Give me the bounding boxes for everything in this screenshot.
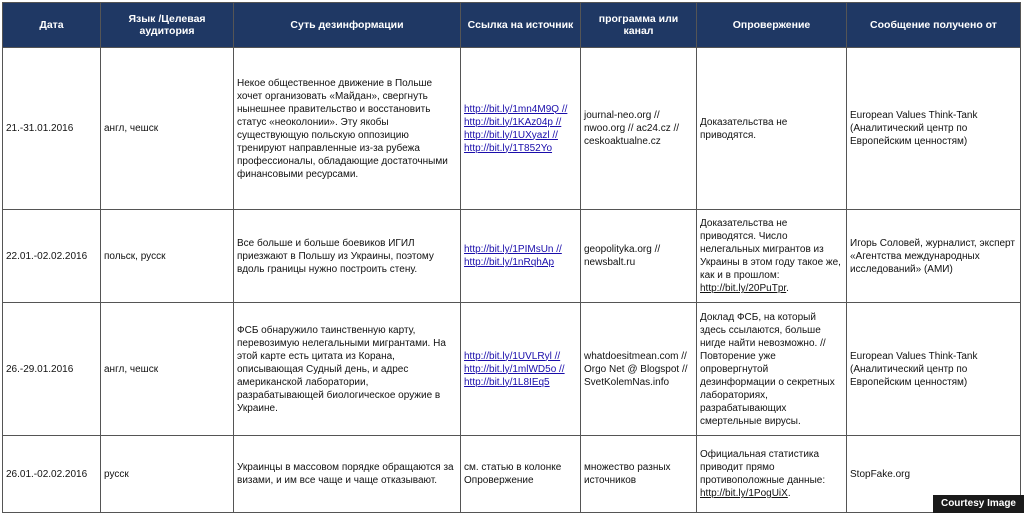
source-link[interactable]: http://bit.ly/1mn4M9Q // (464, 103, 568, 115)
source-link[interactable]: http://bit.ly/1L8IEq5 (464, 376, 550, 388)
table-row (3, 48, 1021, 210)
source-link[interactable]: http://bit.ly/1nRqhAp (464, 257, 555, 268)
date-cell: 26.01.-02.02.2016 (3, 436, 101, 513)
language-cell: польск, русск (101, 210, 234, 303)
refutation-link[interactable]: http://bit.ly/20PuTpr (700, 283, 787, 294)
received-from-cell: European Values Think-Tank (Аналитический центр по Европейским ценностям) (847, 48, 1021, 210)
refutation-cell: Доказательства не приводятся. (697, 48, 847, 210)
header-channel: программа или канал (581, 3, 697, 48)
essence-cell: Украинцы в массовом порядке обращаются за визами, и им все чаще и чаще отказывают. (234, 436, 461, 513)
language-cell: англ, чешск (101, 303, 234, 436)
source-link[interactable]: http://bit.ly/1UXyazl // (464, 129, 558, 141)
links-cell (461, 48, 581, 210)
refutation-cell (697, 436, 847, 513)
source-link[interactable]: http://bit.ly/1KAz04p // (464, 116, 562, 128)
source-link[interactable]: http://bit.ly/1PIMsUn // (464, 244, 562, 255)
date-cell: 26.-29.01.2016 (3, 303, 101, 436)
table-row (3, 303, 1021, 436)
received-from-cell: StopFake.org (847, 436, 1021, 513)
date-cell: 21.-31.01.2016 (3, 48, 101, 210)
essence-cell: ФСБ обнаружило таинственную карту, перевозимую нелегальными мигрантами. На этой карте есть цитата из Корана, описывающая Судный день, и адрес американской лаборатории, разрабатывающей биологическое оружие в Украине. (234, 303, 461, 436)
refutation-link[interactable]: http://bit.ly/1PogUiX (700, 488, 788, 499)
channel-cell: journal-neo.org // nwoo.org // ac24.cz // ceskoaktualne.cz (581, 48, 697, 210)
language-cell: русск (101, 436, 234, 513)
refutation-text: Доказательства не приводятся. Число нелегальных мигрантов из Украины в этом году такое же, как и в прошлом: (700, 218, 841, 281)
links-cell: см. статью в колонке Опровержение (461, 436, 581, 513)
essence-cell: Некое общественное движение в Польше хочет организовать «Майдан», свергнуть нынешнее правительство и восстановить статус «неоколонии». Эту якобы существующую польскую оппозицию тренируют направленные из-за рубежа профессионалы, обладающие достаточными финансовыми ресурсами. (234, 48, 461, 210)
image-credit-badge: Courtesy Image (933, 495, 1024, 513)
date-cell: 22.01.-02.02.2016 (3, 210, 101, 303)
language-cell: англ, чешск (101, 48, 234, 210)
channel-cell: geopolityka.org // newsbalt.ru (581, 210, 697, 303)
received-from-cell: Игорь Соловей, журналист, эксперт «Агентства международных исследований» (АМИ) (847, 210, 1021, 303)
table-row (3, 436, 1021, 513)
channel-cell: множество разных источников (581, 436, 697, 513)
received-from-cell: European Values Think-Tank (Аналитический центр по Европейским ценностям) (847, 303, 1021, 436)
links-cell (461, 303, 581, 436)
disinformation-table (2, 2, 1021, 513)
source-link[interactable]: http://bit.ly/1T852Yo (464, 142, 553, 154)
essence-cell: Все больше и больше боевиков ИГИЛ приезжают в Польшу из Украины, поэтому вдоль границы нужно построить стену. (234, 210, 461, 303)
links-cell (461, 210, 581, 303)
source-link[interactable]: http://bit.ly/1mlWD5o // (464, 363, 565, 375)
header-essence: Суть дезинформации (234, 3, 461, 48)
refutation-suffix: . (786, 283, 789, 294)
source-link[interactable]: http://bit.ly/1UVLRyl // (464, 350, 561, 362)
refutation-cell: Доклад ФСБ, на который здесь ссылаются, больше нигде найти невозможно. // Повторение уже опровергнутой дезинформации о секретных лабораториях, разрабатывающих смертельные вирусы. (697, 303, 847, 436)
refutation-cell (697, 210, 847, 303)
table-header-row (3, 3, 1021, 48)
header-received-from: Сообщение получено от (847, 3, 1021, 48)
table-row (3, 210, 1021, 303)
refutation-text: Официальная статистика приводит прямо противоположные данные: (700, 449, 826, 486)
header-refutation: Опровержение (697, 3, 847, 48)
header-source-link: Ссылка на источник (461, 3, 581, 48)
header-date: Дата (3, 3, 101, 48)
refutation-suffix: . (787, 488, 791, 499)
header-language: Язык /Целевая аудитория (101, 3, 234, 48)
channel-cell: whatdoesitmean.com // Orgo Net @ Blogspot // SvetKolemNas.info (581, 303, 697, 436)
